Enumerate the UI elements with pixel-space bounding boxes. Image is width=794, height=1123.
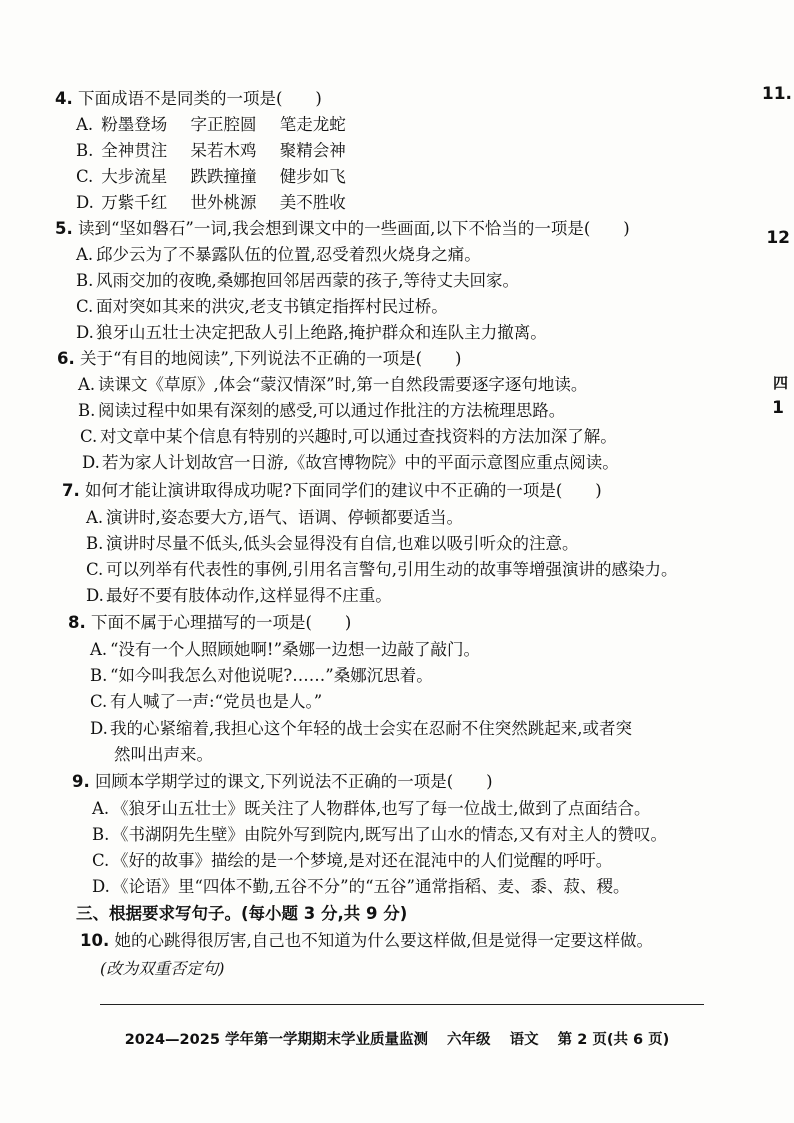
question-number: 6. <box>57 349 75 368</box>
option-c: C. 大步流星 跌跌撞撞 健步如飞 <box>76 164 364 190</box>
question-number: 4. <box>55 89 73 108</box>
footer-divider <box>100 1004 704 1005</box>
section-heading: 三、根据要求写句子。(每小题 3 分,共 9 分) <box>76 904 408 923</box>
idiom: 字正腔圆 <box>190 115 257 134</box>
idiom: 呆若木鸡 <box>190 141 257 160</box>
question-7 <box>62 478 602 504</box>
question-5 <box>55 216 630 242</box>
question-9 <box>72 769 493 795</box>
question-10 <box>80 928 653 954</box>
page-footer <box>0 1028 794 1049</box>
option-a: A. 《狼牙山五壮士》既关注了人物群体,也写了每一位战士,做到了点面结合。 <box>92 799 651 818</box>
question-number: 7. <box>62 481 80 500</box>
margin-fragment: 1 <box>772 398 784 418</box>
idiom: 全神贯注 <box>101 141 168 160</box>
option-d: D. 若为家人计划故宫一日游,《故宫博物院》中的平面示意图应重点阅读。 <box>82 453 619 472</box>
option-c: C. 对文章中某个信息有特别的兴趣时,可以通过查找资料的方法加深了解。 <box>80 427 617 446</box>
idiom: 美不胜收 <box>279 193 346 212</box>
option-b: B. 全神贯注 呆若木鸡 聚精会神 <box>76 138 364 164</box>
question-stem: 读到“坚如磐石”一词,我会想到课文中的一些画面,以下不恰当的一项是( ) <box>78 219 630 238</box>
option-c: C. 有人喊了一声:“党员也是人。” <box>90 692 323 711</box>
margin-fragment: 11. <box>761 84 792 104</box>
grade-label: 六年级 <box>447 1032 491 1048</box>
exam-term: 2024—2025 学年第一学期期末学业质量监测 <box>124 1032 428 1048</box>
idiom: 粉墨登场 <box>101 115 168 134</box>
option-c: C. 可以列举有代表性的事例,引用名言警句,引用生动的故事等增强演讲的感染力。 <box>86 560 678 579</box>
idiom: 大步流星 <box>101 167 168 186</box>
question-4 <box>55 86 322 112</box>
question-stem: 如何才能让演讲取得成功呢?下面同学们的建议中不正确的一项是( ) <box>85 481 602 500</box>
margin-fragment: 四 <box>772 374 788 392</box>
question-stem: 她的心跳得很厉害,自己也不知道为什么要这样做,但是觉得一定要这样做。 <box>114 931 653 950</box>
option-d-continuation: 然叫出声来。 <box>114 745 213 764</box>
question-stem: 关于“有目的地阅读”,下列说法不正确的一项是( ) <box>80 349 462 368</box>
question-number: 8. <box>68 613 86 632</box>
option-a: A. “没有一个人照顾她啊!”桑娜一边想一边敲了敲门。 <box>90 640 481 659</box>
question-number: 5. <box>55 219 73 238</box>
margin-fragment: 12 <box>766 228 790 248</box>
idiom: 笔走龙蛇 <box>279 115 346 134</box>
question-number: 9. <box>72 772 90 791</box>
subject-label: 语文 <box>509 1032 539 1048</box>
option-c: C. 面对突如其来的洪灾,老支书镇定指挥村民过桥。 <box>76 297 448 316</box>
option-d: D. 万紫千红 世外桃源 美不胜收 <box>76 190 364 216</box>
idiom: 世外桃源 <box>190 193 257 212</box>
option-b: B. 演讲时尽量不低头,低头会显得没有自信,也难以吸引听众的注意。 <box>86 534 579 553</box>
question-6 <box>57 346 462 372</box>
question-8 <box>68 610 351 636</box>
option-c: C. 《好的故事》描绘的是一个梦境,是对还在混沌中的人们觉醒的呼吁。 <box>92 851 613 870</box>
idiom: 健步如飞 <box>279 167 346 186</box>
option-a: A. 读课文《草原》,体会“蒙汉情深”时,第一自然段需要逐字逐句地读。 <box>78 375 588 394</box>
rewrite-instruction: (改为双重否定句) <box>100 959 225 978</box>
option-a: A. 粉墨登场 字正腔圆 笔走龙蛇 <box>76 112 364 138</box>
option-a: A. 演讲时,姿态要大方,语气、语调、停顿都要适当。 <box>86 508 463 527</box>
idiom: 聚精会神 <box>279 141 346 160</box>
question-stem: 下面成语不是同类的一项是( ) <box>78 89 322 108</box>
question-stem: 下面不属于心理描写的一项是( ) <box>91 613 352 632</box>
option-a: A. 邱少云为了不暴露队伍的位置,忍受着烈火烧身之痛。 <box>76 245 481 264</box>
option-b: B. 风雨交加的夜晚,桑娜抱回邻居西蒙的孩子,等待丈夫回家。 <box>76 271 519 290</box>
option-d: D. 《论语》里“四体不勤,五谷不分”的“五谷”通常指稻、麦、黍、菽、稷。 <box>92 877 630 896</box>
option-d: D. 狼牙山五壮士决定把敌人引上绝路,掩护群众和连队主力撤离。 <box>76 323 547 342</box>
option-d: D. 我的心紧缩着,我担心这个年轻的战士会实在忍耐不住突然跳起来,或者突 <box>90 719 632 738</box>
idiom: 万紫千红 <box>101 193 168 212</box>
question-number: 10. <box>80 931 110 950</box>
question-stem: 回顾本学期学过的课文,下列说法不正确的一项是( ) <box>95 772 493 791</box>
page-number: 第 2 页(共 6 页) <box>557 1032 670 1048</box>
option-b: B. 阅读过程中如果有深刻的感受,可以通过作批注的方法梳理思路。 <box>78 401 566 420</box>
idiom: 跌跌撞撞 <box>190 167 257 186</box>
option-b: B. 《书湖阴先生壁》由院外写到院内,既写出了山水的情态,又有对主人的赞叹。 <box>92 825 667 844</box>
option-d: D. 最好不要有肢体动作,这样显得不庄重。 <box>86 586 392 605</box>
option-b: B. “如今叫我怎么对他说呢?……”桑娜沉思着。 <box>90 666 433 685</box>
